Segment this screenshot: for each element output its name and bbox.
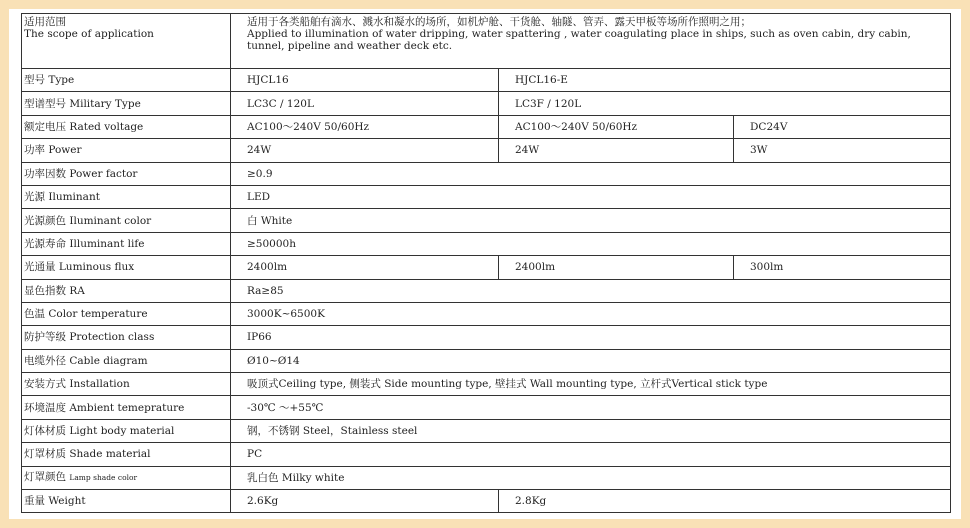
table-row-lamp-shade-color [22, 466, 951, 489]
installation-label: 安装方式 Installation [22, 373, 231, 396]
illuminant-color-value: 白 White [231, 209, 951, 232]
table-row-weight [22, 490, 951, 513]
ra-value: Ra≥85 [231, 279, 951, 302]
luminous-flux-label: 光通量 Luminous flux [22, 256, 231, 279]
scope-label-en: The scope of application [24, 28, 154, 40]
lamp-shade-color-label-cn: 灯罩颜色 [24, 471, 66, 484]
power-label: 功率 Power [22, 139, 231, 162]
table-row-shade-material [22, 443, 951, 466]
weight-col2: 2.8Kg [499, 490, 951, 513]
table-row-light-body-material [22, 419, 951, 442]
military-type-col2: LC3F / 120L [499, 92, 951, 115]
illuminant-label: 光源 Iluminant [22, 185, 231, 208]
table-row-scope [22, 14, 951, 69]
scope-value-en-2: tunnel, pipeline and weather deck etc. [247, 40, 453, 52]
power-factor-label: 功率因数 Power factor [22, 162, 231, 185]
military-type-col1: LC3C / 120L [231, 92, 499, 115]
weight-label: 重量 Weight [22, 490, 231, 513]
spec-table [21, 13, 951, 513]
scope-value [231, 14, 951, 69]
protection-class-label: 防护等级 Protection class [22, 326, 231, 349]
rated-voltage-col3: DC24V [734, 115, 951, 138]
cable-diagram-label: 电缆外径 Cable diagram [22, 349, 231, 372]
power-col1: 24W [231, 139, 499, 162]
table-row-color-temperature [22, 302, 951, 325]
color-temperature-value: 3000K~6500K [231, 302, 951, 325]
table-row-rated-voltage [22, 115, 951, 138]
table-row-power-factor [22, 162, 951, 185]
table-row-protection-class [22, 326, 951, 349]
ambient-temperature-label: 环境温度 Ambient temeprature [22, 396, 231, 419]
military-type-label: 型谱型号 Military Type [22, 92, 231, 115]
table-row-installation [22, 373, 951, 396]
lamp-shade-color-label [22, 466, 231, 489]
weight-col1: 2.6Kg [231, 490, 499, 513]
power-col3: 3W [734, 139, 951, 162]
ambient-temperature-value: -30℃ ～+55℃ [231, 396, 951, 419]
luminous-flux-col3: 300lm [734, 256, 951, 279]
rated-voltage-col2: AC100～240V 50/60Hz [499, 115, 734, 138]
illuminant-color-label: 光源颜色 Iluminant color [22, 209, 231, 232]
scope-label-cn: 适用范围 [24, 16, 66, 28]
lamp-shade-color-label-en: Lamp shade color [69, 473, 138, 483]
light-body-material-label: 灯体材质 Light body material [22, 419, 231, 442]
table-row-illuminant-life [22, 232, 951, 255]
type-col1: HJCL16 [231, 69, 499, 92]
table-row-type [22, 69, 951, 92]
rated-voltage-label: 额定电压 Rated voltage [22, 115, 231, 138]
spec-sheet-frame [9, 9, 961, 519]
light-body-material-value: 钢，不锈钢 Steel，Stainless steel [231, 419, 951, 442]
table-row-ambient-temperature [22, 396, 951, 419]
type-label: 型号 Type [22, 69, 231, 92]
color-temperature-label: 色温 Color temperature [22, 302, 231, 325]
shade-material-label: 灯罩材质 Shade material [22, 443, 231, 466]
table-row-luminous-flux [22, 256, 951, 279]
lamp-shade-color-value: 乳白色 Milky white [231, 466, 951, 489]
illuminant-life-value: ≥50000h [231, 232, 951, 255]
shade-material-value: PC [231, 443, 951, 466]
ra-label: 显色指数 RA [22, 279, 231, 302]
protection-class-value: IP66 [231, 326, 951, 349]
luminous-flux-col1: 2400lm [231, 256, 499, 279]
illuminant-life-label: 光源寿命 Illuminant life [22, 232, 231, 255]
table-row-cable-diagram [22, 349, 951, 372]
table-row-military-type [22, 92, 951, 115]
rated-voltage-col1: AC100～240V 50/60Hz [231, 115, 499, 138]
table-row-power [22, 139, 951, 162]
power-col2: 24W [499, 139, 734, 162]
cable-diagram-value: Ø10~Ø14 [231, 349, 951, 372]
table-row-ra [22, 279, 951, 302]
illuminant-value: LED [231, 185, 951, 208]
scope-label [22, 14, 231, 69]
power-factor-value: ≥0.9 [231, 162, 951, 185]
table-row-illuminant-color [22, 209, 951, 232]
table-row-illuminant [22, 185, 951, 208]
luminous-flux-col2: 2400lm [499, 256, 734, 279]
scope-value-en-1: Applied to illumination of water dripping, water spattering , water coagulating place in ships, such as oven cabin, dry cabin, [247, 28, 911, 40]
scope-value-cn: 适用于各类船舶有滴水、溅水和凝水的场所，如机炉舱、干货舱、轴隧、管弄、露天甲板等场所作照明之用； [247, 16, 751, 28]
type-col2: HJCL16-E [499, 69, 951, 92]
installation-value: 吸顶式Ceiling type, 侧装式 Side mounting type, 壁挂式 Wall mounting type, 立杆式Vertical stick type [231, 373, 951, 396]
